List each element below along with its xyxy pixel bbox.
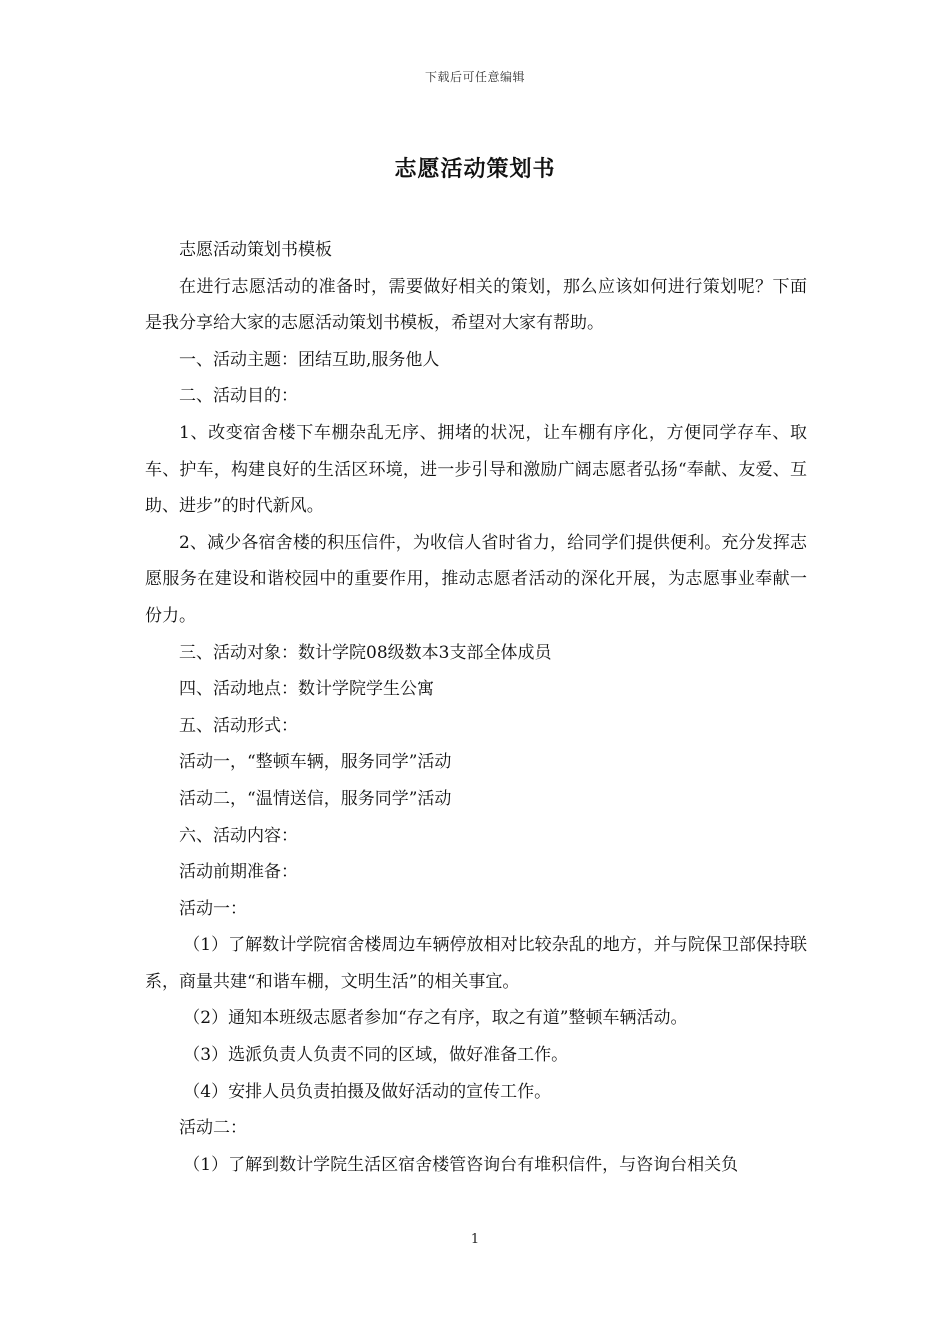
paragraph-activity-1-item-4: （4）安排人员负责拍摄及做好活动的宣传工作。 bbox=[183, 1081, 552, 1102]
document-body bbox=[145, 232, 807, 1183]
paragraph-purpose-2: 2、减少各宿舍楼的积压信件，为收信人省时省力，给同学们提供便利。充分发挥志愿服务在建设和谐校园中的重要作用，推动志愿者活动的深化开展，为志愿事业奉献一份力。 bbox=[145, 532, 807, 626]
paragraph-form-2: 活动二，“温情送信，服务同学”活动 bbox=[179, 788, 452, 809]
paragraph-prep-heading: 活动前期准备： bbox=[179, 862, 298, 883]
paragraph-subtitle: 志愿活动策划书模板 bbox=[179, 240, 332, 260]
paragraph-purpose-1: 1、改变宿舍楼下车棚杂乱无序、拥堵的状况，让车棚有序化，方便同学存车、取车、护车，构建良好的生活区环境，进一步引导和激励广阔志愿者弘扬“奉献、友爱、互助、进步”的时代新风。 bbox=[145, 422, 807, 517]
paragraph-activity-1-item-1: （1）了解数计学院宿舍楼周边车辆停放相对比较杂乱的地方，并与院保卫部保持联系，商量共建“和谐车棚，文明生活”的相关事宜。 bbox=[145, 935, 807, 992]
paragraph-theme: 一、活动主题：团结互助,服务他人 bbox=[179, 349, 440, 370]
paragraph-activity-2-item-1: （1）了解到数计学院生活区宿舍楼管咨询台有堆积信件，与咨询台相关负 bbox=[183, 1154, 739, 1175]
paragraph-form-1: 活动一，“整顿车辆，服务同学”活动 bbox=[179, 752, 452, 773]
paragraph-intro: 在进行志愿活动的准备时，需要做好相关的策划，那么应该如何进行策划呢？下面是我分享给大家的志愿活动策划书模板，希望对大家有帮助。 bbox=[145, 276, 807, 334]
page-number: 1 bbox=[470, 1232, 480, 1247]
paragraph-activity-1-heading: 活动一： bbox=[179, 898, 247, 919]
paragraph-activity-2-heading: 活动二： bbox=[179, 1118, 247, 1139]
document-title: 志愿活动策划书 bbox=[394, 156, 556, 182]
paragraph-purpose-heading: 二、活动目的： bbox=[179, 386, 298, 407]
paragraph-content-heading: 六、活动内容： bbox=[179, 825, 298, 846]
paragraph-location: 四、活动地点：数计学院学生公寓 bbox=[179, 679, 434, 700]
paragraph-target: 三、活动对象：数计学院08级数本3支部全体成员 bbox=[179, 642, 552, 663]
paragraph-activity-1-item-3: （3）选派负责人负责不同的区域，做好准备工作。 bbox=[183, 1045, 569, 1066]
header-note: 下载后可任意编辑 bbox=[424, 70, 525, 84]
paragraph-activity-1-item-2: （2）通知本班级志愿者参加“存之有序，取之有道”整顿车辆活动。 bbox=[183, 1008, 688, 1029]
paragraph-form-heading: 五、活动形式： bbox=[179, 715, 298, 736]
